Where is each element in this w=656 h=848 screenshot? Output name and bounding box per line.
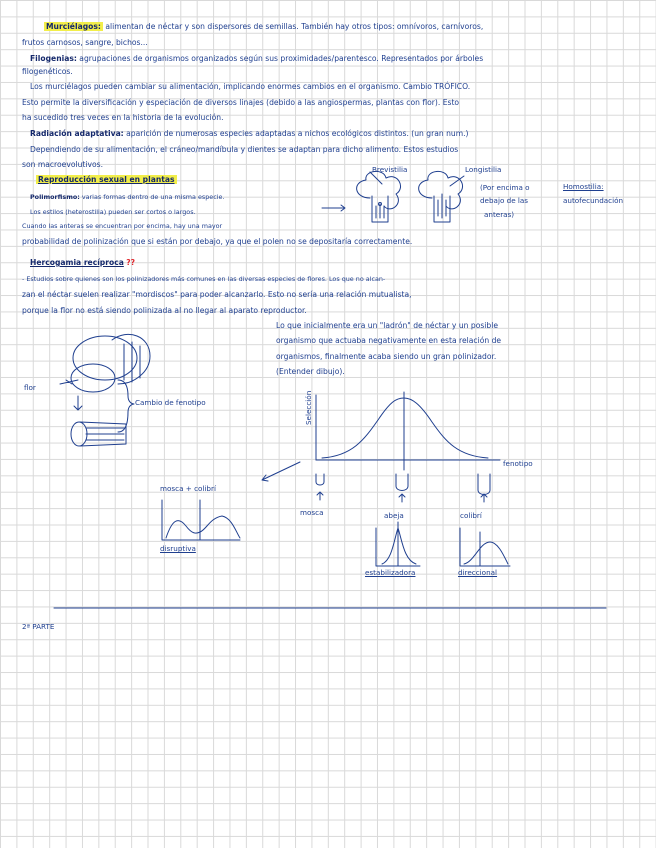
mini-plot-direccional	[460, 528, 510, 566]
flower-brevistilia-icon	[357, 171, 401, 222]
label-homostilia: Homostilia:	[563, 182, 604, 191]
mini-plot-disruptiva	[162, 500, 240, 540]
term-polimorfismo: Polimorfismo:	[30, 193, 80, 201]
label-longistilia: Longistilia	[465, 165, 502, 174]
arrow-to-flowers	[322, 205, 345, 211]
note-line-2: debajo de las	[480, 196, 529, 205]
line-19: porque la flor no está siendo polinizada al no llegar al aparato reproductor.	[22, 306, 307, 315]
tube-mosca-icon	[316, 474, 324, 485]
line-5: Los murciélagos pueden cambiar su alimentación, implicando enormes cambios en el organismo. Cambio TRÓFICO.	[30, 82, 471, 91]
label-mosca-colibri: mosca + colibrí	[160, 484, 216, 493]
flower-longistilia-icon	[419, 171, 464, 222]
line-filogenias: Filogenias: agrupaciones de organismos organizados según sus proximidades/parentesco. Representados por árboles	[30, 54, 484, 63]
line-4: filogenéticos.	[22, 67, 73, 76]
axis-label-fenotipo: fenotipo	[503, 459, 533, 468]
arrow-to-disruptive	[262, 462, 300, 481]
para-line-4: (Entender dibujo).	[276, 367, 345, 376]
term-filogenias: Filogenias:	[30, 54, 77, 63]
question-mark: ??	[126, 258, 136, 267]
line-13: Los estilos (heterostilia) pueden ser cortos o largos.	[30, 208, 196, 216]
tube-abeja-icon	[396, 474, 408, 491]
para-line-2: organismo que actuaba negativamente en esta relación de	[276, 336, 502, 345]
para-line-3: organismos, finalmente acaba siendo un gran polinizador.	[276, 352, 497, 361]
line-17: - Estudios sobre quienes son los polinizadores más comunes en las diversas especies de flores. Los que no alcan-	[22, 275, 386, 283]
note-line-3: anteras)	[484, 210, 515, 219]
label-cambio-fenotipo: Cambio de fenotipo	[135, 398, 206, 407]
line-14: Cuando las anteras se encuentran por encima, hay una mayor	[22, 222, 223, 230]
arrow-up-mosca	[317, 492, 323, 500]
term-murcielagos: Murciélagos:	[46, 22, 101, 31]
label-mosca: mosca	[300, 508, 324, 517]
line-10: son macroevolutivos.	[22, 160, 103, 169]
note-line-1: (Por encima o	[480, 183, 530, 192]
label-disruptiva: disruptiva	[160, 544, 196, 553]
tube-colibri-icon	[478, 474, 490, 495]
label-estabilizadora: estabilizadora	[365, 568, 416, 577]
line-polimorfismo: Polimorfismo: varias formas dentro de una misma especie.	[30, 193, 225, 201]
axis-label-seleccion: Selección	[304, 390, 313, 425]
line-2: frutos carnosos, sangre, bichos...	[22, 38, 148, 47]
label-direccional: direccional	[458, 568, 498, 577]
arrow-up-colibri	[481, 494, 487, 502]
label-colibri: colibrí	[460, 511, 482, 520]
term-radiacion: Radiación adaptativa:	[30, 129, 124, 138]
pollinator-head-icon	[60, 334, 150, 392]
mini-plot-estabilizadora	[376, 522, 420, 566]
line-7: ha sucedido tres veces en la historia de la evolución.	[22, 113, 224, 122]
section-title-hercogamia: Hercogamia recíproca ??	[30, 258, 136, 267]
line-18: zan el néctar suelen realizar "mordiscos" para poder alcanzarlo. Esto no sería una relación mutualista,	[22, 290, 412, 299]
line-15: probabilidad de polinización que si están por debajo, ya que el polen no se depositaría correctamente.	[22, 237, 413, 246]
arrow-up-abeja	[399, 494, 405, 502]
arrow-down	[74, 396, 82, 410]
line-9: Dependiendo de su alimentación, el cráneo/mandíbula y dientes se adaptan para dicho alimento. Estos estudios	[30, 145, 459, 154]
label-2a-parte: 2ª PARTE	[22, 622, 55, 631]
para-line-1: Lo que inicialmente era un "ladrón" de néctar y un posible	[276, 321, 499, 330]
selection-curve	[322, 398, 488, 458]
line-radiacion: Radiación adaptativa: aparición de numerosas especies adaptadas a nichos ecológicos distintos. (un gran num.)	[30, 129, 469, 138]
tube-flower-icon	[71, 422, 126, 446]
label-brevistilia: Brevistilia	[372, 165, 408, 174]
section-title-reproduccion: Reproducción sexual en plantas	[38, 175, 175, 184]
label-abeja: abeja	[384, 511, 404, 520]
line-murcielagos: Murciélagos: alimentan de néctar y son dispersores de semillas. También hay otros tipos: omnívoros, carnívoros,	[46, 22, 484, 31]
line-6: Esto permite la diversificación y especiación de diversos linajes (debido a las angiospermas, plantas con flor). Esto	[22, 98, 460, 107]
label-autofecundacion: autofecundación	[563, 196, 624, 205]
label-flor: flor	[24, 383, 36, 392]
